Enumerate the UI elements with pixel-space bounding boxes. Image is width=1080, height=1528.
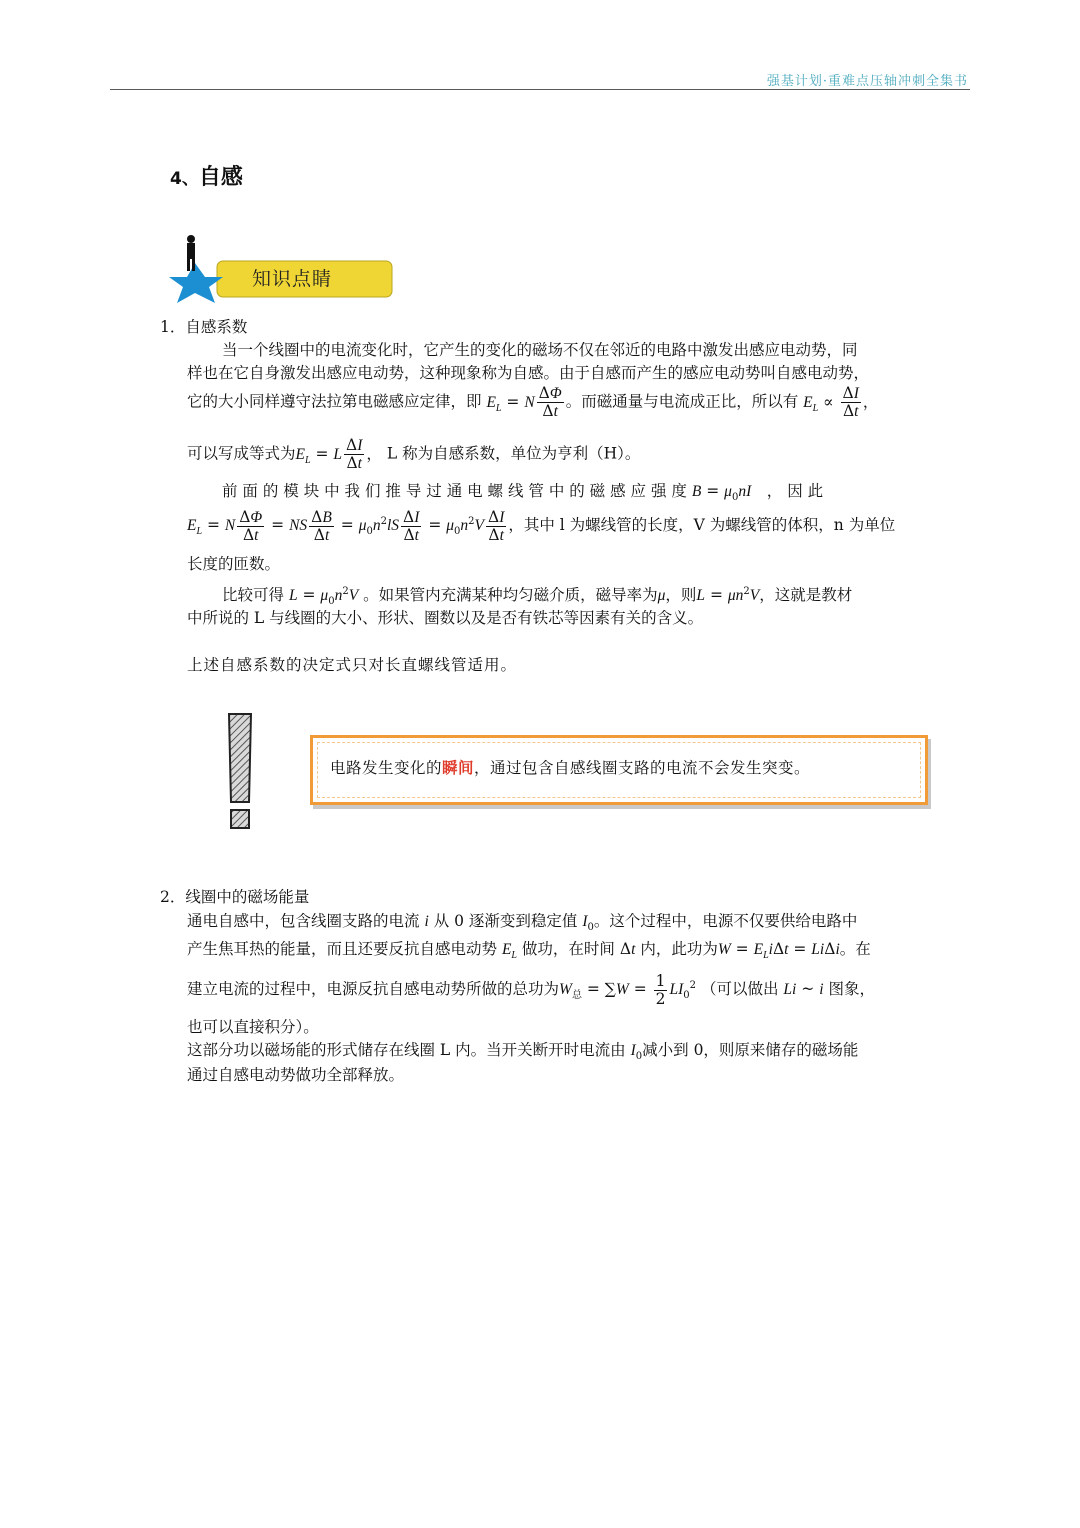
person-silhouette-icon [187, 235, 195, 271]
formula-self-emf: $E_L = L$ $\frac{\Delta I}{\Delta t}$ ， [295, 436, 382, 472]
header-title: 强基计划·重难点压轴冲刺全集书 [766, 74, 968, 89]
formula-total-work: $W_总 = \sum W$ = $\frac{1}{2}$ $LI_0^2$ [559, 971, 697, 1008]
alert-highlight: 瞬间 [442, 758, 475, 777]
item1-line6: $E_L = N$ $\frac{\Delta\Phi}{\Delta t}$ = NS $\frac{\Delta B}{\Delta t}$ = $\mu_0n^2lS$ $\frac{\Delta I}{\Delta t}$ = $\mu_0n^2V$ $\frac{\Delta I}{\Delta t}$ ，其中 l 为螺线管的长度，V 为螺线管的体积，n 为单位 [187, 507, 896, 544]
formula-proportional: $E_L$ ∝ $\frac{\Delta I}{\Delta t}$ ， [803, 384, 879, 420]
formula-faraday: $E_L = N$ $\frac{\Delta\Phi}{\Delta t}$ [486, 384, 562, 420]
item2-line3: 建立电流的过程中，电源反抗自感电动势所做的总功为$W_总 = \sum W$ = $\frac{1}{2}$ $LI_0^2$ （可以做出 Li ~ i 图象， [187, 971, 875, 1008]
section-number: 4、 [170, 169, 199, 189]
section-title: 自感 [198, 165, 243, 190]
formula-inductance-medium: $L = \mu n^2V$ [696, 586, 760, 605]
item1-line4: 可以写成等式为$E_L = L$ $\frac{\Delta I}{\Delta t}$ ， L 称为自感系数，单位为亨利（H）。 [187, 436, 641, 472]
formula-inductance: $L = \mu_0n^2V$ [288, 586, 359, 608]
symbol-mu: μ [657, 587, 666, 605]
item2-line6: 通过自感电动势做功全部释放。 [187, 1066, 405, 1084]
item2-line1: 通电自感中，包含线圈支路的电流 i 从 0 逐渐变到稳定值 $I_0$。这个过程中，电源不仅要供给电路中 [187, 912, 858, 934]
section-heading [170, 160, 243, 191]
item2-title: 2．线圈中的磁场能量 [160, 888, 310, 906]
item1-line9: 中所说的 L 与线圈的大小、形状、圈数以及是否有铁芯等因素有关的含义。 [187, 609, 704, 627]
formula-solenoid-field: $B = \mu_0nI$ ， [691, 482, 783, 504]
item1-note: 上述自感系数的决定式只对长直螺线管适用。 [187, 656, 518, 674]
item2-line5: 这部分功以磁场能的形式储存在线圈 L 内。当开关断开时电流由 $I_0$减小到 0，则原来储存的磁场能 [187, 1041, 859, 1063]
item2-line2: 产生焦耳热的能量，而且还要反抗自感电动势 $E_L$ 做功，在时间 Δt 内，此功为$W = E_Li\Delta t = Li\Delta i$。在 [187, 940, 871, 962]
exclamation-icon [225, 712, 255, 832]
item1-line7: 长度的匝数。 [187, 555, 281, 573]
badge-label: 知识点睛 [252, 268, 333, 290]
item1-line3: 它的大小同样遵守法拉第电磁感应定律，即 $E_L = N$ $\frac{\Delta\Phi}{\Delta t}$ 。而磁通量与电流成正比，所以有 $E_L$ ∝ $\frac{\Delta I}{\Delta t}$ ， [187, 384, 879, 420]
header-divider [110, 89, 970, 90]
item1-line8: 比较可得 $L = \mu_0n^2V$ 。如果管内充满某种均匀磁介质，磁导率为μ，则$L = \mu n^2V$，这就是教材 [222, 586, 853, 608]
item1-line5: 前 面 的 模 块 中 我 们 推 导 过 通 电 螺 线 管 中 的 磁 感 应 强 度 $B = \mu_0nI$ ， 因 此 [222, 482, 824, 504]
item2-line4: 也可以直接积分）。 [187, 1018, 319, 1036]
formula-work: $W = E_Li\Delta t = Li\Delta i$ [717, 940, 840, 962]
item1-line2: 样也在它自身激发出感应电动势，这种现象称为自感。由于自感而产生的感应电动势叫自感电动势， [187, 364, 870, 382]
star-icon [169, 263, 223, 303]
formula-derivation: $E_L = N$ $\frac{\Delta\Phi}{\Delta t}$ = NS $\frac{\Delta B}{\Delta t}$ = $\mu_0n^2lS$ $\frac{\Delta I}{\Delta t}$ = $\mu_0n^2V$ $\frac{\Delta I}{\Delta t}$ [187, 507, 505, 544]
alert-text: 电路发生变化的瞬间，通过包含自感线圈支路的电流不会发生突变。 [330, 758, 811, 777]
item1-title: 1．自感系数 [160, 318, 248, 336]
item1-line1: 当一个线圈中的电流变化时，它产生的变化的磁场不仅在邻近的电路中激发出感应电动势，同 [222, 341, 858, 359]
